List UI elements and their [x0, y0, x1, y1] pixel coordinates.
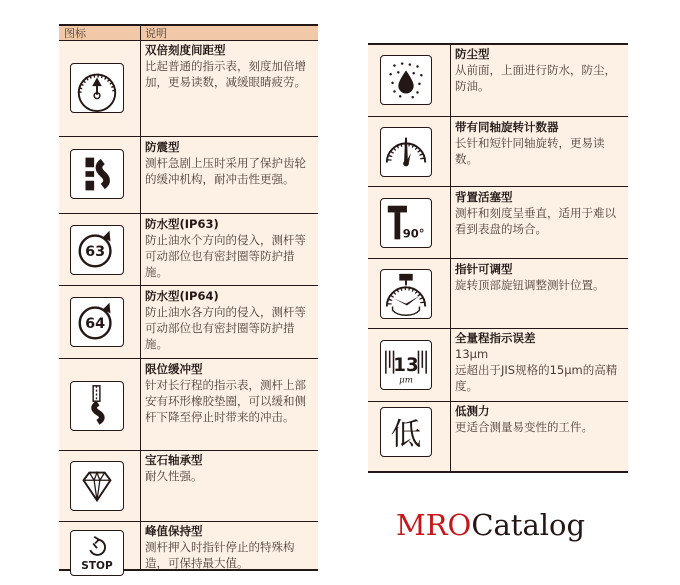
item-title: 宝石轴承型	[145, 453, 203, 467]
item-title: 防震型	[145, 140, 180, 154]
table-row	[368, 259, 628, 329]
mrocatalog-logo	[396, 507, 585, 543]
item-title: 带有同轴旋转计数器	[455, 120, 559, 134]
table-row	[59, 451, 318, 522]
item-description: 防止油水个方向的侵入，测杆等可动部位也有密封圈等防护措施。	[145, 233, 306, 279]
item-title: 防水型(IP64)	[145, 289, 219, 303]
table-row	[59, 137, 318, 214]
table-row	[368, 402, 628, 473]
item-title: 低测力	[455, 404, 490, 418]
shockproof-icon	[70, 149, 124, 199]
table-row	[368, 187, 628, 259]
table-row	[59, 214, 318, 286]
left-icon-table	[59, 24, 318, 571]
table-row	[368, 329, 628, 402]
header-description-label: 说明	[145, 27, 167, 40]
table-row	[59, 522, 318, 573]
item-description: 长针和短针同轴旋转，更易读数。	[455, 136, 605, 166]
table-row	[59, 359, 318, 451]
coaxial-counter-icon	[380, 127, 432, 177]
item-description: 测杆急剧上压时采用了保护齿轮的缓冲机构，耐冲击性更强。	[145, 156, 306, 186]
adjustable-pointer-icon	[380, 269, 432, 319]
limit-buffer-icon	[70, 381, 124, 431]
logo-catalog-text: Catalog	[471, 508, 586, 542]
item-description: 比起普通的指示表，刻度加倍增加，更易读数，减缓眼睛疲劳。	[145, 59, 306, 89]
peak-hold-stop-icon	[70, 530, 124, 576]
item-title: 全量程指示误差	[455, 331, 536, 345]
item-description: 旋转顶部旋钮调整测针位置。	[455, 278, 605, 292]
right-icon-table	[368, 43, 628, 473]
item-description: 13μm 远超出于JIS规格的15μm的高精度。	[455, 347, 618, 393]
dual-scale-dial-icon	[70, 63, 124, 113]
item-description: 从前面，上面进行防水，防尘，防油。	[455, 63, 616, 93]
full-range-error-icon	[380, 340, 432, 390]
table-header	[59, 24, 318, 41]
dustproof-icon	[380, 55, 432, 105]
item-title: 双倍刻度间距型	[145, 43, 226, 57]
low-force-icon	[380, 407, 432, 457]
item-description: 耐久性强。	[145, 469, 203, 483]
error-value-icon-text: 13	[393, 354, 419, 376]
table-row	[368, 117, 628, 187]
item-description: 防止油水各方向的侵入，测杆等可动部位也有密封圈等防护措施。	[145, 305, 306, 351]
item-title: 防水型(IP63)	[145, 217, 219, 231]
ip64-icon-text: 64	[85, 315, 106, 332]
item-description: 测杆和刻度呈垂直，适用于难以看到表盘的场合。	[455, 206, 616, 236]
table-row	[59, 41, 318, 137]
ip63-icon-text: 63	[85, 243, 106, 260]
error-unit-icon-text: μm	[399, 375, 413, 386]
gem-bearing-icon	[70, 461, 124, 511]
item-title: 背置活塞型	[455, 190, 513, 204]
table-row	[59, 286, 318, 359]
low-force-icon-text: 低	[390, 416, 422, 453]
ip64-icon	[70, 297, 124, 347]
item-title: 限位缓冲型	[145, 362, 203, 376]
back-plunger-icon	[380, 198, 432, 248]
item-title: 峰值保持型	[145, 524, 203, 538]
item-title: 指针可调型	[455, 262, 513, 276]
item-description: 针对长行程的指示表，测杆上部安有环形橡胶垫圈，可以缓和侧杆下降至停止时带来的冲击。	[145, 378, 306, 424]
table-row	[368, 45, 628, 117]
header-icon-label: 图标	[64, 27, 86, 40]
logo-mro-text: MRO	[396, 508, 472, 542]
angle-icon-text: 90°	[402, 226, 425, 241]
item-title: 防尘型	[455, 47, 490, 61]
item-description: 更适合测量易变性的工件。	[455, 420, 593, 434]
ip63-icon	[70, 225, 124, 275]
item-description: 测杆押入时指针停止的特殊构造，可保持最大值。	[145, 540, 295, 570]
stop-icon-text: STOP	[81, 560, 113, 573]
